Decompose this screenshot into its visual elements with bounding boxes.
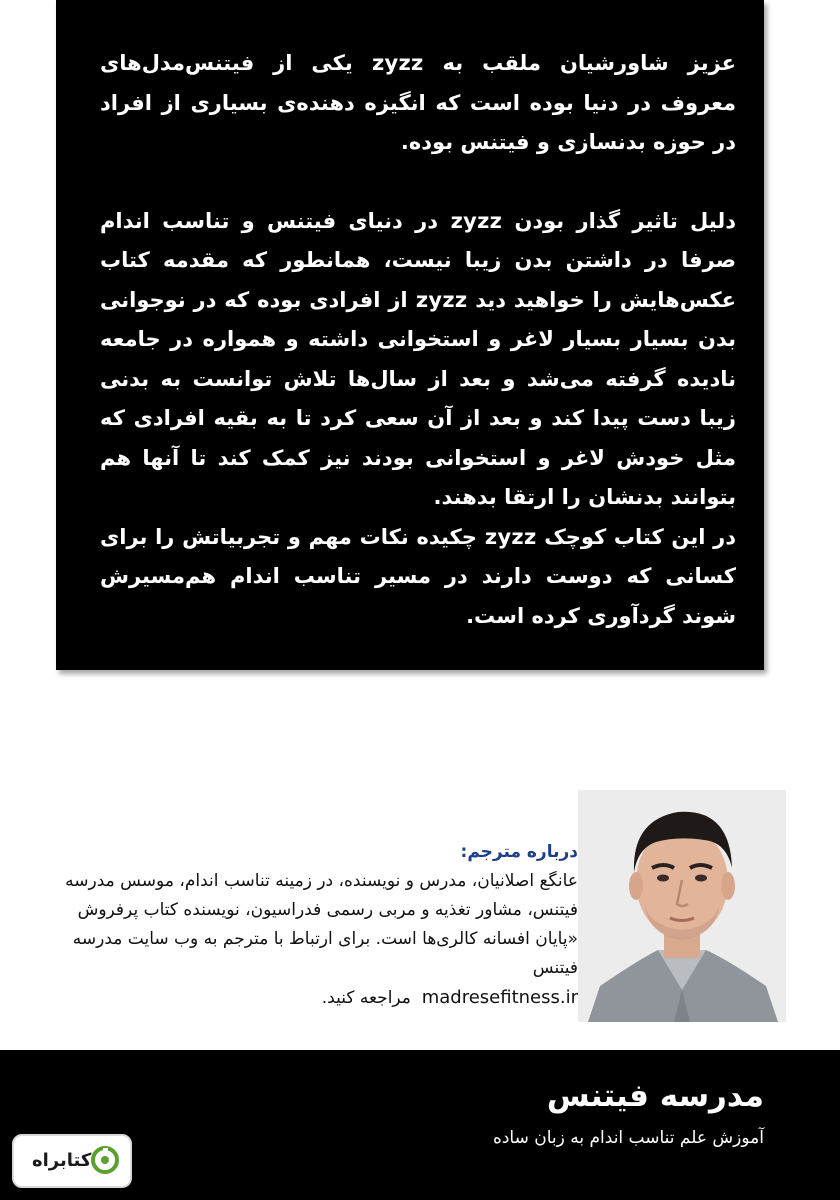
publisher-badge[interactable] [12, 1134, 132, 1188]
paragraph-gap [100, 163, 736, 202]
translator-contact-line [60, 983, 578, 1013]
intro-paragraph-2: دلیل تاثیر گذار بودن zyzz در دنیای فیتنس و تناسب اندام صرفا در داشتن بدن زیبا نیست، همانطور که مقدمه کتاب عکس‌هایش را خواهید دید zyzz از افرادی بوده که در نوجوانی بدن بسیار بسیار لاغر و استخوانی داشته و همواره در جامعه نادیده گرفته می‌شد و بعد از سال‌ها تلاش توانست به بدنی زیبا دست پیدا کند و بعد از آن سعی کرد تا به بقیه افرادی که مثل خودش لاغر و استخوانی بودند نیز کمک کند تا آنها هم بتوانند بدنشان را ارتقا بدهند. [100, 208, 736, 509]
translator-heading: درباره مترجم: [460, 842, 578, 862]
publisher-logo-icon [90, 1145, 120, 1175]
publisher-name: کتابراه [32, 1150, 92, 1171]
intro-paragraph-3: در این کتاب کوچک zyzz چکیده نکات مهم و تجربیاتش را برای کسانی که دوست دارند در مسیر تناسب اندام هم‌مسیرش شوند گردآوری کرده است. [100, 524, 736, 628]
intro-paragraph-1: عزیز شاورشیان ملقب به zyzz یکی از فیتنس‌مدل‌های معروف در دنیا بوده است که انگیزه دهنده‌ی بسیاری از افراد در حوزه بدنسازی و فیتنس بوده. [100, 51, 736, 154]
translator-section [60, 838, 578, 1013]
translator-bio: عانگع اصلانیان، مدرس و نویسنده، در زمینه تناسب اندام، موسس مدرسه فیتنس، مشاور تغذیه و مربی رسمی فدراسیون، نویسنده کتاب پرفروش «پایان افسانه کالری‌ها است. برای ارتباط با مترجم به وب سایت مدرسه فیتنس [65, 871, 578, 978]
contact-suffix: مراجعه کنید. [321, 988, 411, 1008]
portrait-image [578, 790, 786, 1022]
footer-subtitle: آموزش علم تناسب اندام به زبان ساده [492, 1128, 764, 1148]
website-link[interactable]: madresefitness.ir [421, 987, 578, 1008]
translator-photo [578, 790, 786, 1022]
footer-title: مدرسه فیتنس [546, 1078, 764, 1114]
intro-text [100, 44, 736, 636]
